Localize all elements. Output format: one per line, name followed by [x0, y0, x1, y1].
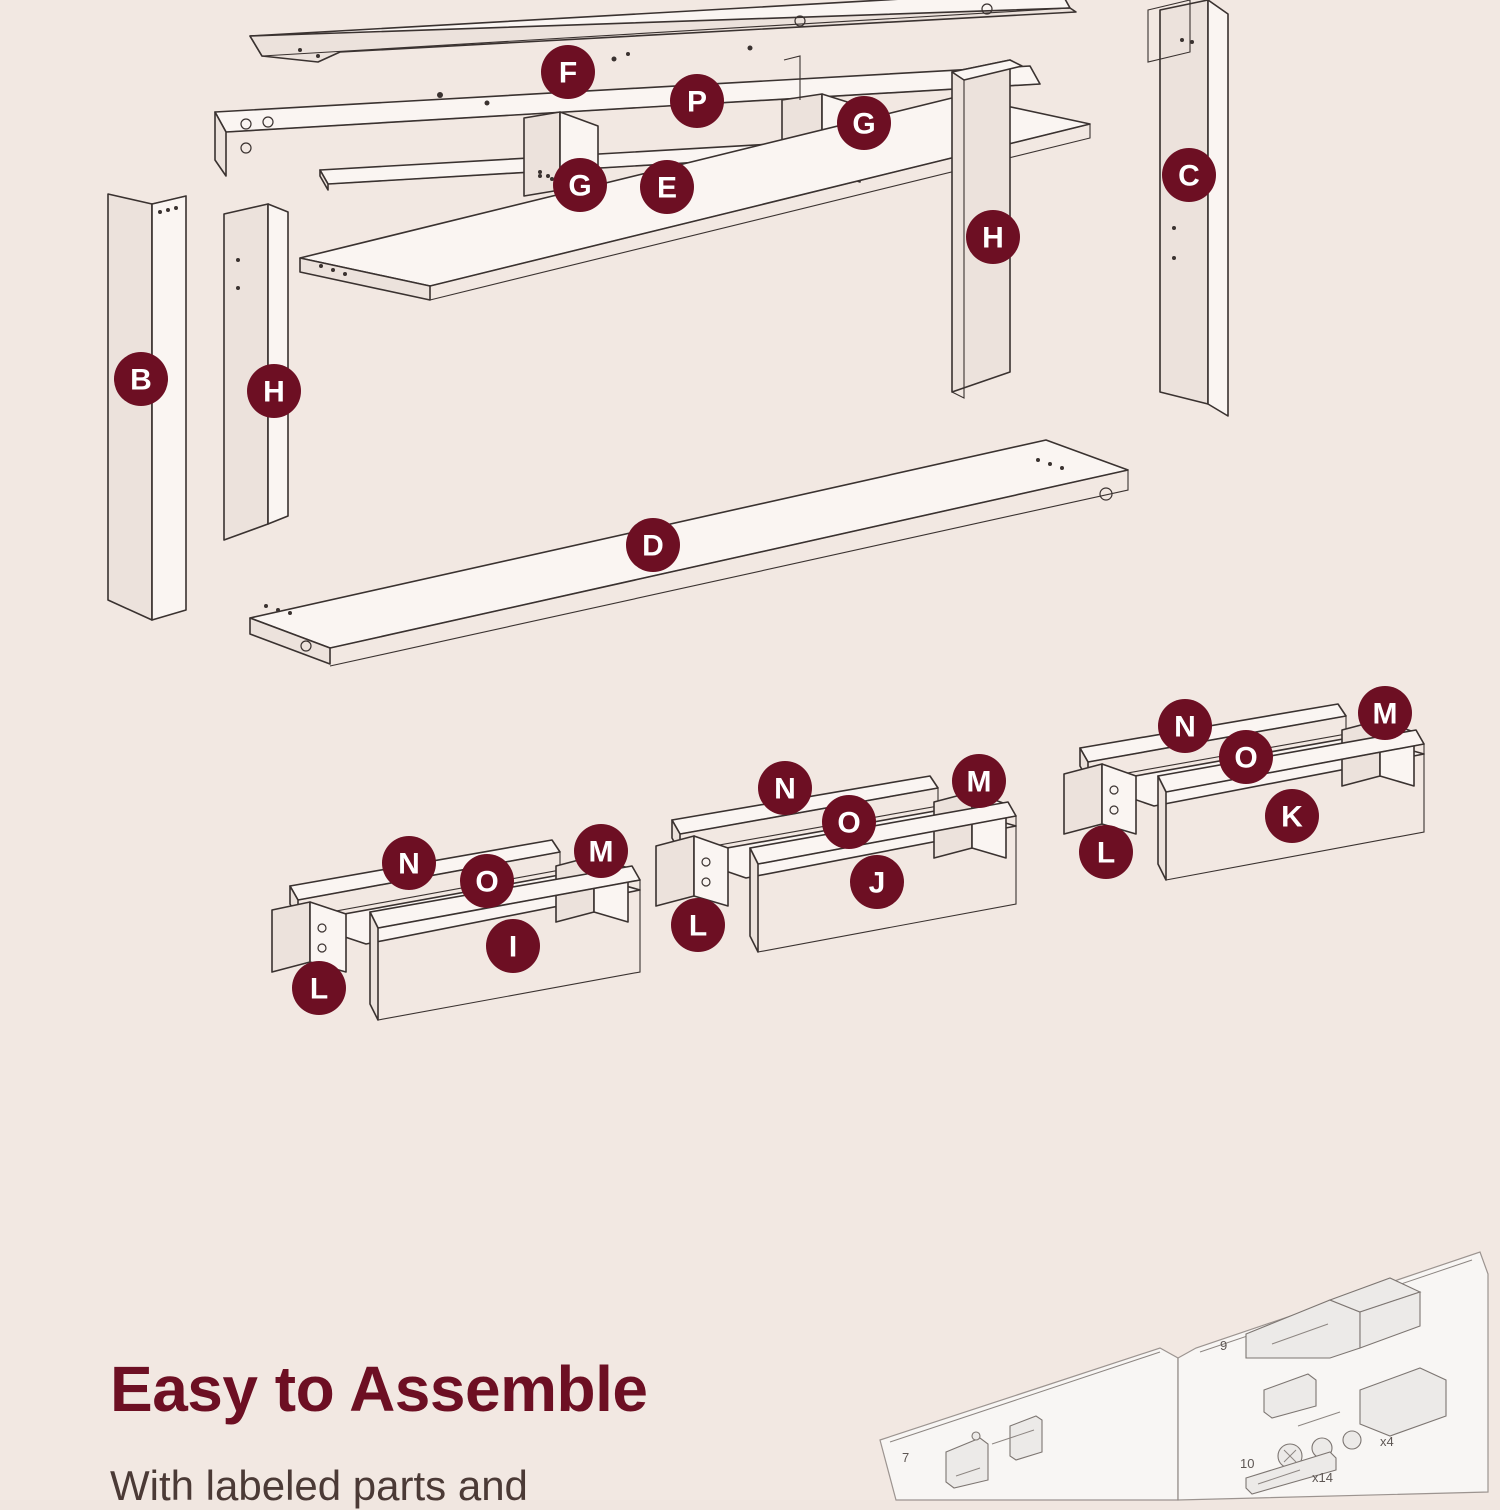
- part-label-m: [574, 824, 628, 878]
- badge-label: M: [966, 765, 992, 799]
- badge-label: J: [868, 866, 886, 900]
- part-label-m: [952, 754, 1006, 808]
- part-label-i: [486, 919, 540, 973]
- badge-label: E: [656, 171, 678, 205]
- part-D-panel: [250, 440, 1128, 666]
- part-label-o: [1219, 730, 1273, 784]
- part-label-j: [850, 855, 904, 909]
- part-label-d: [626, 518, 680, 572]
- badge-label: D: [642, 529, 664, 563]
- manual-page-number-10: 10: [1240, 1456, 1255, 1471]
- part-label-g: [837, 96, 891, 150]
- part-label-m: [1358, 686, 1412, 740]
- badge-label: M: [1372, 697, 1398, 731]
- part-label-l: [292, 961, 346, 1015]
- part-label-o: [460, 854, 514, 908]
- manual-page-number-9: 9: [1220, 1338, 1228, 1353]
- badge-label: L: [688, 909, 708, 943]
- badge-label: K: [1281, 800, 1303, 834]
- badge-label: F: [558, 56, 578, 90]
- badge-label: N: [774, 772, 796, 806]
- badge-label: B: [130, 363, 152, 397]
- part-label-n: [1158, 699, 1212, 753]
- part-label-g: [553, 158, 607, 212]
- badge-label: G: [852, 107, 876, 141]
- manual-count-x14: x14: [1312, 1470, 1333, 1485]
- badge-label: L: [309, 972, 329, 1006]
- badge-label: O: [837, 806, 861, 840]
- part-label-b: [114, 352, 168, 406]
- part-label-n: [382, 836, 436, 890]
- part-label-e: [640, 160, 694, 214]
- part-label-o: [822, 795, 876, 849]
- badge-label: I: [508, 930, 518, 964]
- part-label-k: [1265, 789, 1319, 843]
- badge-label: O: [475, 865, 499, 899]
- part-label-l: [1079, 825, 1133, 879]
- part-label-h: [247, 364, 301, 418]
- badge-label: O: [1234, 741, 1258, 775]
- badge-label: M: [588, 835, 614, 869]
- badge-label: G: [568, 169, 592, 203]
- badge-label: C: [1178, 159, 1200, 193]
- part-B-panel: [108, 194, 186, 620]
- manual-count-x4: x4: [1380, 1434, 1394, 1449]
- part-label-l: [671, 898, 725, 952]
- badge-label: N: [398, 847, 420, 881]
- manual-page-number-7: 7: [902, 1450, 910, 1465]
- badge-label: P: [686, 85, 708, 119]
- part-C-panel: [1148, 0, 1228, 416]
- badge-label: L: [1096, 836, 1116, 870]
- badge-label: H: [263, 375, 285, 409]
- badge-label: H: [982, 221, 1004, 255]
- part-label-p: [670, 74, 724, 128]
- badge-label: N: [1174, 710, 1196, 744]
- part-label-n: [758, 761, 812, 815]
- instruction-manual-illustration: [860, 1230, 1500, 1510]
- subheadline: With labeled parts and: [110, 1462, 528, 1509]
- part-top-rail: [250, 0, 1076, 62]
- part-label-c: [1162, 148, 1216, 202]
- part-label-h: [966, 210, 1020, 264]
- part-label-f: [541, 45, 595, 99]
- headline: Easy to Assemble: [110, 1353, 648, 1425]
